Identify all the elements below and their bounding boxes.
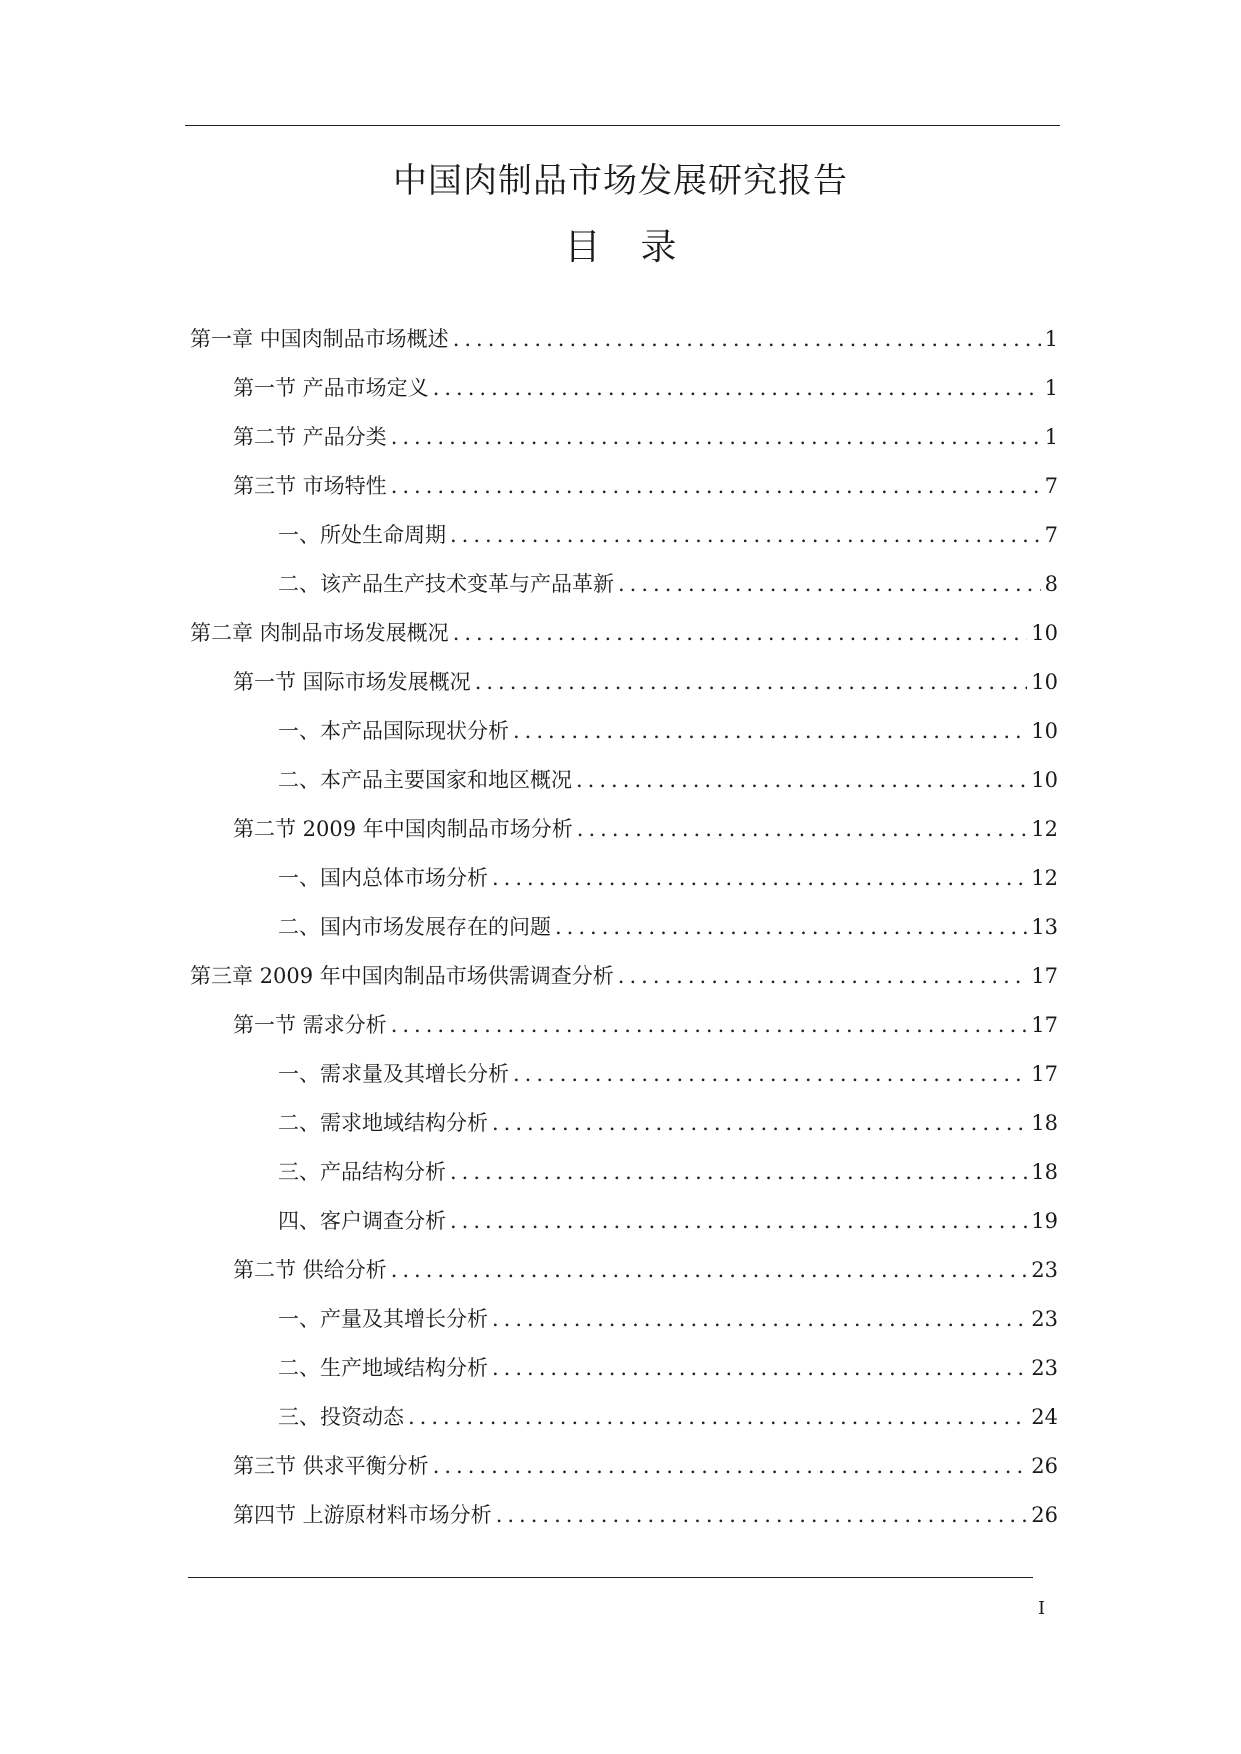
toc-dot-leader xyxy=(492,1348,1027,1388)
toc-entry-label: 二、国内市场发展存在的问题 xyxy=(278,915,551,939)
toc-entry-page: 23 xyxy=(1031,1356,1058,1380)
toc-entry[interactable] xyxy=(190,760,1058,809)
toc-entry[interactable] xyxy=(190,1054,1058,1103)
toc-dot-leader xyxy=(555,907,1027,947)
toc-entry-page: 10 xyxy=(1031,768,1058,792)
toc-heading xyxy=(0,225,1241,271)
toc-entry-page: 18 xyxy=(1031,1111,1058,1135)
toc-entry[interactable] xyxy=(190,466,1058,515)
toc-entry[interactable] xyxy=(190,515,1058,564)
toc-entry[interactable] xyxy=(190,417,1058,466)
toc-heading-char-2: 录 xyxy=(640,227,677,268)
toc-entry-label: 三、投资动态 xyxy=(278,1405,404,1429)
toc-entry[interactable] xyxy=(190,1005,1058,1054)
toc-entry-label: 四、客户调查分析 xyxy=(278,1209,446,1233)
toc-entry[interactable] xyxy=(190,1299,1058,1348)
page-number: I xyxy=(1038,1598,1046,1619)
toc-dot-leader xyxy=(453,613,1028,653)
toc-entry-page: 17 xyxy=(1031,1062,1058,1086)
toc-entry-label: 第二节 产品分类 xyxy=(233,425,387,449)
toc-entry-label: 第四节 上游原材料市场分析 xyxy=(233,1503,492,1527)
toc-dot-leader xyxy=(433,1446,1028,1486)
toc-entry[interactable] xyxy=(190,1103,1058,1152)
toc-entry[interactable] xyxy=(190,1250,1058,1299)
toc-entry[interactable] xyxy=(190,1446,1058,1495)
toc-entry-page: 17 xyxy=(1031,1013,1058,1037)
toc-entry-page: 12 xyxy=(1031,817,1058,841)
toc-entry-label: 二、需求地域结构分析 xyxy=(278,1111,488,1135)
toc-dot-leader xyxy=(450,515,1041,555)
toc-dot-leader xyxy=(492,1299,1027,1339)
toc-entry-label: 第一节 需求分析 xyxy=(233,1013,387,1037)
toc-dot-leader xyxy=(492,1103,1027,1143)
toc-entry-label: 一、所处生命周期 xyxy=(278,523,446,547)
toc-dot-leader xyxy=(577,809,1027,849)
toc-entry-page: 17 xyxy=(1031,964,1058,988)
document-title: 中国肉制品市场发展研究报告 xyxy=(393,161,848,201)
toc-entry-label: 第一章 中国肉制品市场概述 xyxy=(190,327,449,351)
toc-entry-page: 10 xyxy=(1031,670,1058,694)
toc-entry-label: 第三节 供求平衡分析 xyxy=(233,1454,429,1478)
toc-entry[interactable] xyxy=(190,1348,1058,1397)
toc-entry-label: 二、该产品生产技术变革与产品革新 xyxy=(278,572,614,596)
toc-dot-leader xyxy=(576,760,1027,800)
toc-entry[interactable] xyxy=(190,858,1058,907)
toc-dot-leader xyxy=(391,466,1041,506)
toc-entry[interactable] xyxy=(190,1495,1058,1544)
toc-entry[interactable] xyxy=(190,956,1058,1005)
toc-entry-page: 26 xyxy=(1031,1503,1058,1527)
toc-entry-page: 7 xyxy=(1044,474,1058,498)
toc-dot-leader xyxy=(391,1250,1028,1290)
toc-entry-label: 三、产品结构分析 xyxy=(278,1160,446,1184)
toc-entry-page: 8 xyxy=(1044,572,1058,596)
toc-entry-page: 1 xyxy=(1044,327,1058,351)
toc-entry-label: 第二节 2009 年中国肉制品市场分析 xyxy=(233,817,573,841)
toc-dot-leader xyxy=(618,564,1041,604)
toc-entry-page: 19 xyxy=(1031,1209,1058,1233)
toc-entry-page: 7 xyxy=(1044,523,1058,547)
toc-dot-leader xyxy=(513,711,1027,751)
toc-dot-leader xyxy=(453,319,1041,359)
toc-dot-leader xyxy=(450,1152,1027,1192)
toc-entry[interactable] xyxy=(190,1397,1058,1446)
toc-entry-page: 10 xyxy=(1031,719,1058,743)
toc-dot-leader xyxy=(391,1005,1028,1045)
toc-entry[interactable] xyxy=(190,809,1058,858)
toc-entry-page: 1 xyxy=(1044,425,1058,449)
toc-dot-leader xyxy=(618,956,1027,996)
toc-entry-page: 23 xyxy=(1031,1307,1058,1331)
toc-heading-char-1: 目 xyxy=(564,227,601,268)
table-of-contents xyxy=(190,319,1058,1544)
toc-dot-leader xyxy=(450,1201,1027,1241)
toc-entry-label: 一、产量及其增长分析 xyxy=(278,1307,488,1331)
toc-entry-label: 第二章 肉制品市场发展概况 xyxy=(190,621,449,645)
toc-entry[interactable] xyxy=(190,613,1058,662)
toc-entry[interactable] xyxy=(190,564,1058,613)
toc-entry-page: 24 xyxy=(1031,1405,1058,1429)
toc-entry-label: 一、本产品国际现状分析 xyxy=(278,719,509,743)
toc-dot-leader xyxy=(496,1495,1028,1535)
toc-dot-leader xyxy=(391,417,1041,457)
toc-entry-label: 第二节 供给分析 xyxy=(233,1258,387,1282)
toc-entry[interactable] xyxy=(190,319,1058,368)
toc-entry-label: 第一节 产品市场定义 xyxy=(233,376,429,400)
toc-entry-label: 一、国内总体市场分析 xyxy=(278,866,488,890)
toc-entry-label: 二、本产品主要国家和地区概况 xyxy=(278,768,572,792)
toc-dot-leader xyxy=(433,368,1041,408)
toc-entry-label: 第三章 2009 年中国肉制品市场供需调查分析 xyxy=(190,964,614,988)
toc-dot-leader xyxy=(408,1397,1027,1437)
toc-dot-leader xyxy=(513,1054,1027,1094)
toc-entry-label: 二、生产地域结构分析 xyxy=(278,1356,488,1380)
toc-entry-page: 13 xyxy=(1031,915,1058,939)
toc-entry-label: 第一节 国际市场发展概况 xyxy=(233,670,471,694)
toc-dot-leader xyxy=(475,662,1028,702)
toc-entry-page: 10 xyxy=(1031,621,1058,645)
toc-entry[interactable] xyxy=(190,368,1058,417)
toc-entry-page: 1 xyxy=(1044,376,1058,400)
toc-dot-leader xyxy=(492,858,1027,898)
toc-entry-page: 18 xyxy=(1031,1160,1058,1184)
toc-entry[interactable] xyxy=(190,662,1058,711)
toc-entry[interactable] xyxy=(190,1201,1058,1250)
toc-entry[interactable] xyxy=(190,1152,1058,1201)
toc-entry[interactable] xyxy=(190,711,1058,760)
toc-entry-page: 23 xyxy=(1031,1258,1058,1282)
toc-entry-page: 12 xyxy=(1031,866,1058,890)
toc-entry-label: 第三节 市场特性 xyxy=(233,474,387,498)
toc-entry-page: 26 xyxy=(1031,1454,1058,1478)
toc-entry[interactable] xyxy=(190,907,1058,956)
footer-rule xyxy=(188,1577,1033,1578)
header-rule xyxy=(185,125,1060,126)
toc-entry-label: 一、需求量及其增长分析 xyxy=(278,1062,509,1086)
